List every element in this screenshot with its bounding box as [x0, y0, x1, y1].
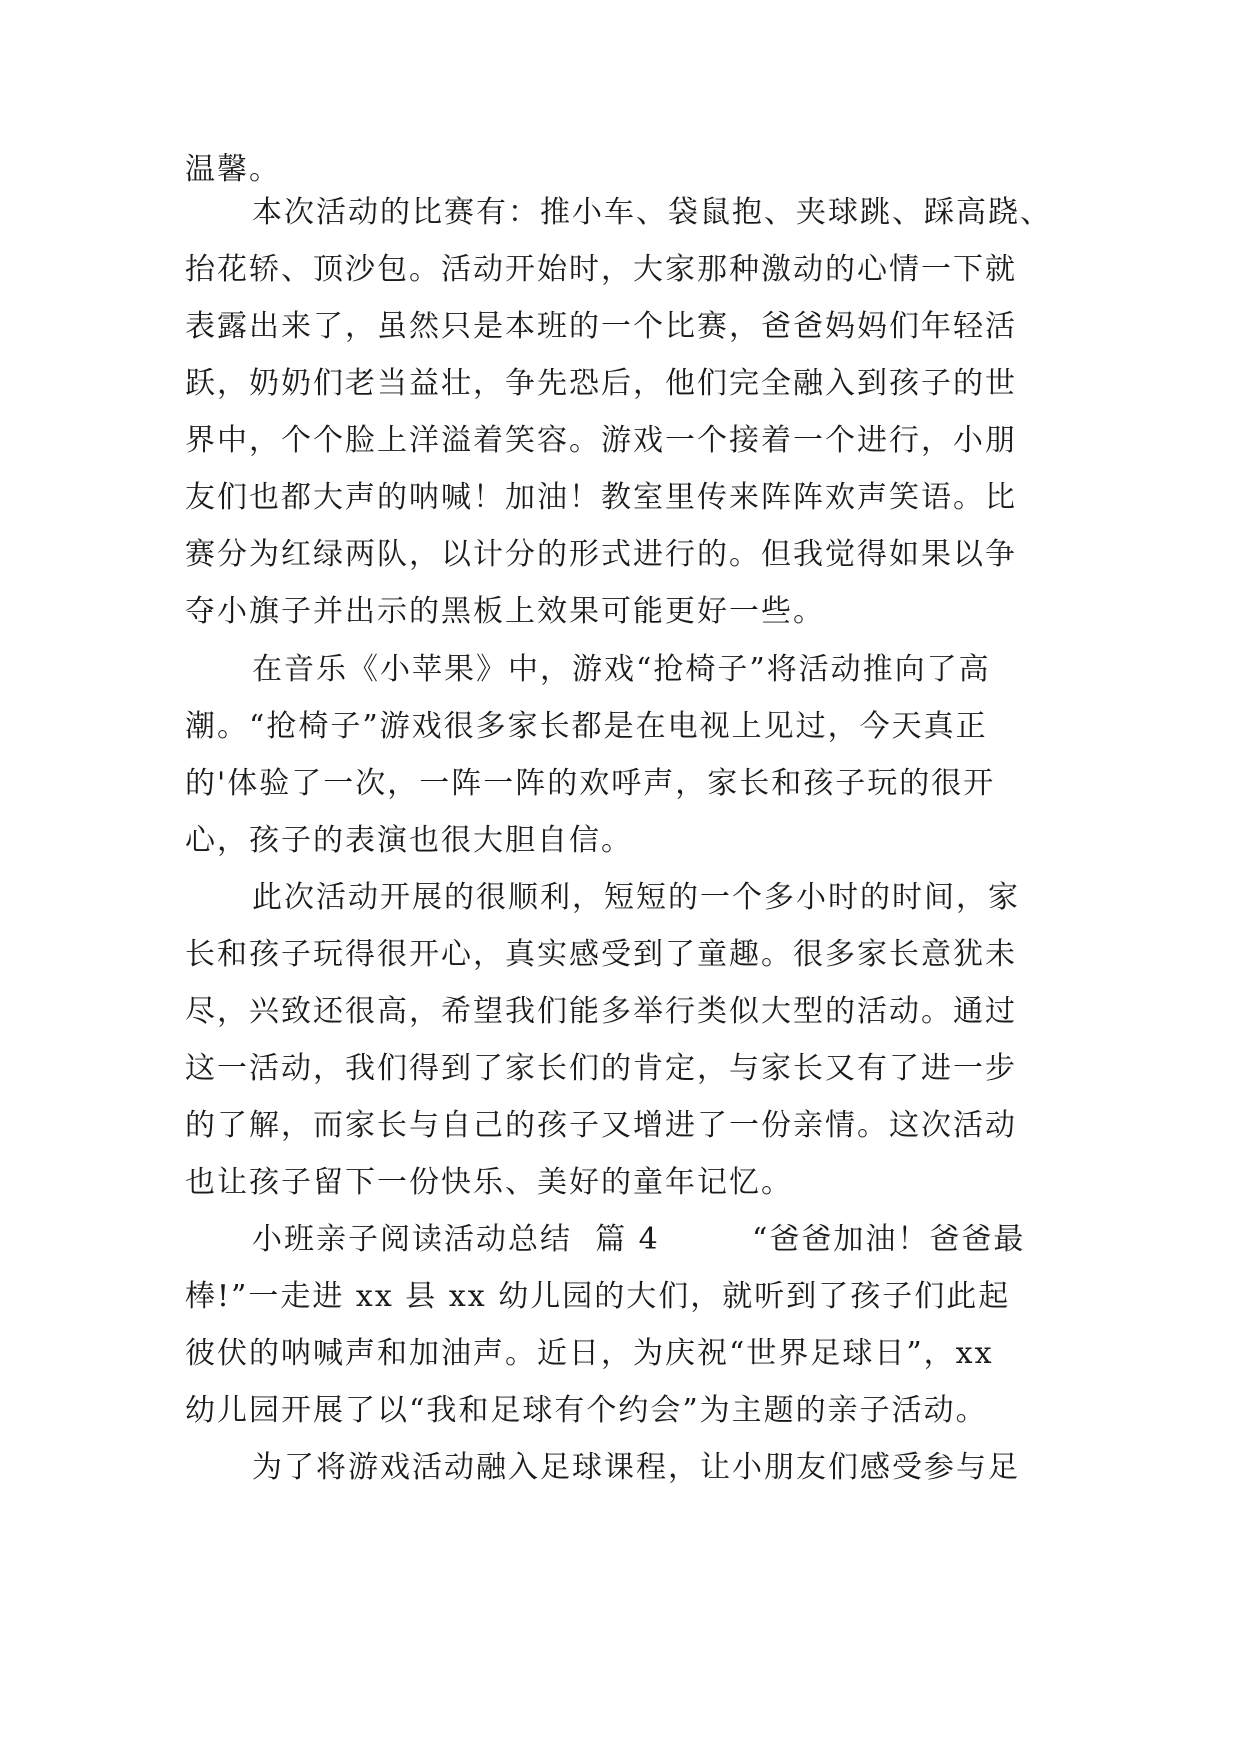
text-line: 本次活动的比赛有：推小车、袋鼠抱、夹球跳、踩高跷、: [252, 195, 1052, 230]
text-line: 表露出来了，虽然只是本班的一个比赛，爸爸妈妈们年轻活: [185, 309, 1017, 344]
text-line: 此次活动开展的很顺利，短短的一个多小时的时间，家: [252, 880, 1020, 915]
text-line: 为了将游戏活动融入足球课程，让小朋友们感受参与足: [252, 1450, 1020, 1485]
text-line: 这一活动，我们得到了家长们的肯定，与家长又有了进一步: [185, 1051, 1017, 1086]
text-line: 棒!”一走进 xx 县 xx 幼儿园的大们，就听到了孩子们此起: [185, 1279, 1011, 1314]
text-line: 赛分为红绿两队，以计分的形式进行的。但我觉得如果以争: [185, 537, 1017, 572]
text-line: 界中，个个脸上洋溢着笑容。游戏一个接着一个进行，小朋: [185, 423, 1017, 458]
text-line: 幼儿园开展了以“我和足球有个约会”为主题的亲子活动。: [185, 1393, 988, 1428]
text-line: 潮。“抢椅子”游戏很多家长都是在电视上见过，今天真正: [185, 709, 988, 744]
text-line: 也让孩子留下一份快乐、美好的童年记忆。: [185, 1165, 793, 1200]
text-line: 尽，兴致还很高，希望我们能多举行类似大型的活动。通过: [185, 994, 1017, 1029]
text-line: 跃，奶奶们老当益壮，争先恐后，他们完全融入到孩子的世: [185, 366, 1017, 401]
text-line: 小班亲子阅读活动总结 篇 4 “爸爸加油！爸爸最: [252, 1222, 1026, 1257]
text-line: 在音乐《小苹果》中，游戏“抢椅子”将活动推向了高: [252, 652, 991, 687]
text-line: 温馨。: [185, 152, 281, 187]
text-line: 的'体验了一次，一阵一阵的欢呼声，家长和孩子玩的很开: [185, 766, 996, 801]
text-line: 彼伏的呐喊声和加油声。近日，为庆祝“世界足球日”，xx: [185, 1336, 994, 1371]
text-line: 抬花轿、顶沙包。活动开始时，大家那种激动的心情一下就: [185, 252, 1017, 287]
text-line: 心，孩子的表演也很大胆自信。: [185, 823, 633, 858]
text-line: 的了解，而家长与自己的孩子又增进了一份亲情。这次活动: [185, 1108, 1017, 1143]
text-line: 夺小旗子并出示的黑板上效果可能更好一些。: [185, 594, 825, 629]
text-line: 长和孩子玩得很开心，真实感受到了童趣。很多家长意犹未: [185, 937, 1017, 972]
text-line: 友们也都大声的呐喊！加油！教室里传来阵阵欢声笑语。比: [185, 480, 1017, 515]
